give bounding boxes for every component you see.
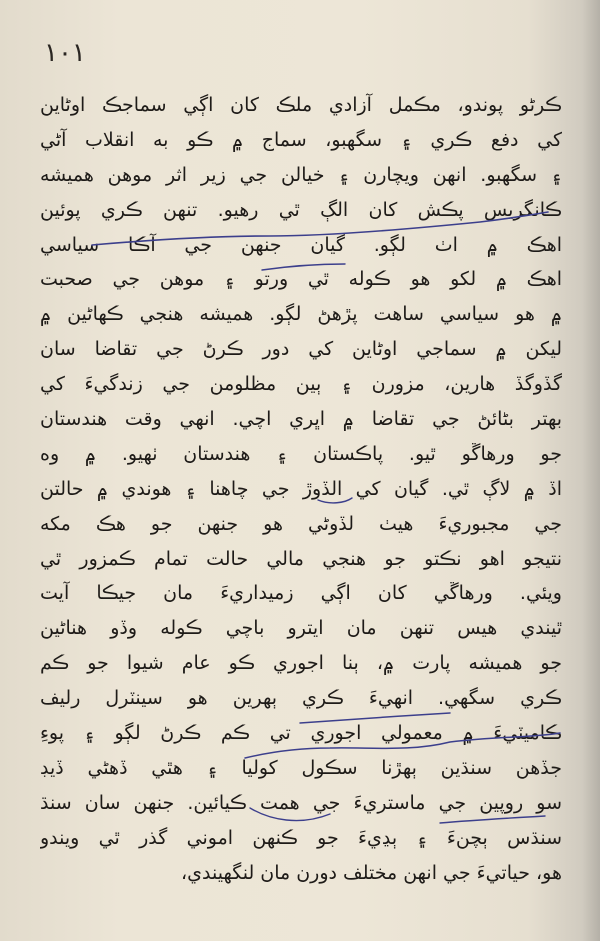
text-line: اڏ ۾ لاڳ ٿي. گيان کي الڏوڙ جي چاهنا ۽ هوندي ۾ حالتن: [40, 477, 562, 500]
text-line: جي مجبوريءَ هيٺ لڏوڻي هو جنهن جو هڪ مکه: [40, 512, 562, 535]
text-line: سو روپين جي ماستريءَ جي همت ڪيائين. جنهن سان سنڌ: [40, 791, 562, 814]
text-line: ۽ سگهبو. انهن ويچارن ۽ خيالن جي زير اثر موهن هميشه: [40, 163, 562, 186]
text-line: گڏوگڏ هارين، مزورن ۽ ٻين مظلومن جي زندگيءَ کي: [40, 373, 562, 396]
text-line: سنڌس ٻچنءَ ۽ ٻڍيءَ جو ڪنهن اموني گذر ٿي ويندو: [40, 826, 562, 849]
body-text: [40, 88, 562, 890]
page-number: ١٠١: [44, 38, 86, 68]
text-line: بهتر بڻائڻ جي تقاضا ۾ اڀري اچي. انهي وقت هندستان: [40, 408, 562, 431]
text-line: نتيجو اهو نڪتو جو هنجي مالي حالت تمام ڪمزور ٿي: [40, 547, 562, 570]
text-line: ڪري سگهي. انهيءَ ڪري ٻهرين هو سينٽرل رليف: [40, 687, 562, 710]
text-line: اهڪ ۾ اٺ لڳو. گيان جنهن جي آڪا سياسي: [40, 233, 562, 256]
text-line: ۾ هو سياسي ساهت پڙهڻ لڳو. هميشه هنجي ڪهاڻين ۾: [40, 303, 562, 326]
text-line: ڪرڻو پوندو، مڪمل آزادي ملڪ کان اڳي سماجڪ اوڻاين: [40, 94, 562, 116]
text-line: کي دفع ڪري ۽ سگهبو، سماج ۾ ڪو به انقلاب آڻي: [40, 128, 562, 151]
text-line: ڪاميٽيءَ ۾ معمولي اجوري تي ڪم ڪرڻ لڳو ۽ پوءِ: [40, 722, 562, 745]
text-line: ڪانگريس پڪش کان الڳ ٿي رهيو. تنهن ڪري پوئين: [40, 198, 562, 221]
text-line: هو، حياتيءَ جي انهن مختلف دورن مان لنگهيندي،: [181, 861, 562, 884]
text-line: جو ورهاڱو ٿيو. پاڪستان ۽ هندستان ٺهيو. ۾ وه: [40, 442, 562, 465]
text-line: ليکن ۾ سماجي اوڻاين کي دور ڪرڻ جي تقاضا سان: [40, 338, 562, 361]
text-line: جو هميشه پارت ۾، ٻنا اجوري ڪو عام شيوا جو ڪم: [40, 652, 562, 675]
text-line: ويئي. ورهاڱي کان اڳي زميداريءَ مان جيڪا آيت: [40, 582, 562, 605]
text-line: اهڪ ۾ لکو هو ڪوله ٿي ورتو ۽ موهن جي صحبت: [40, 268, 562, 291]
text-line: جڏهن سنڌين ٻهڙنا سڪول کوليا ۽ هٿي ڏهڻي ڏيڊ: [40, 756, 562, 779]
text-line: ٿيندي هيس تنهن مان ايترو باچي ڪوله وڏو هناڻين: [40, 617, 562, 640]
